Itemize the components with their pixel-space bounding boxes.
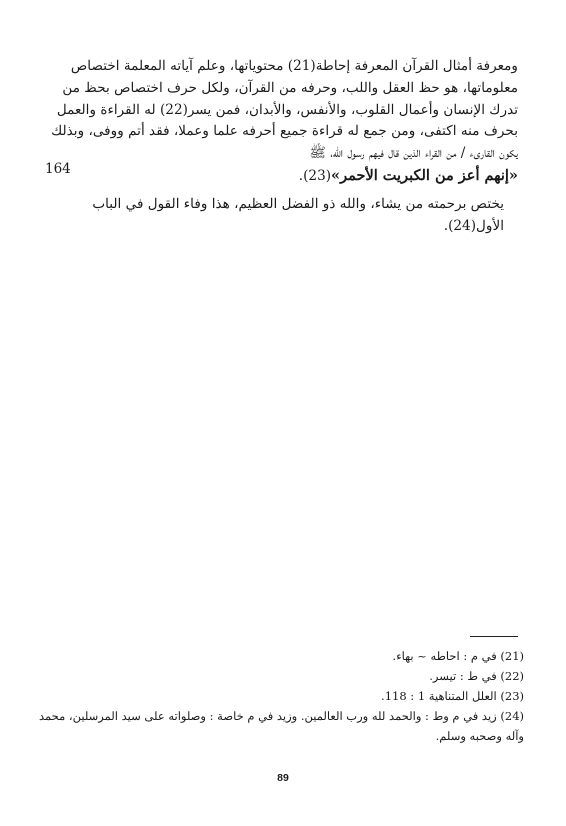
hadith-quote: «إنهم أعز من الكبريت الأحمر» <box>331 166 518 184</box>
paragraph-1 <box>44 56 518 188</box>
footnote-number: (21) <box>500 649 524 663</box>
paragraph-2 <box>44 194 518 238</box>
footnote-ref-23: (23). <box>298 167 332 184</box>
text-line <box>44 165 518 188</box>
text-line: ومعرفة أمثال القرآن المعرفة إحاطة(21) محتوياتها، وعلم آياته المعلمة اختصاص <box>70 58 518 74</box>
footnote-22 <box>30 666 524 686</box>
footnote-21 <box>30 646 524 666</box>
footnote-23 <box>30 686 524 706</box>
main-text <box>44 56 518 237</box>
text-line: معلوماتها، هو حظ العقل واللب، وحرفه من القرآن، ولكل حرف اختصاص بحظ من <box>62 79 518 96</box>
footnote-24 <box>30 706 524 746</box>
text-line: يختص برحمته من يشاء، والله ذو الفضل العظيم، هذا وفاء القول في الباب <box>92 195 504 212</box>
footnote-separator <box>470 636 518 637</box>
text-line: تدرك الإنسان وأعمال القلوب، والأنفس، والأبدان، فمن يسر(22) له القراءة والعمل <box>56 101 518 118</box>
text-line: يكون القارىء / من القراء الذين قال فيهم رسول الله، ﷺ <box>309 145 518 162</box>
footnotes <box>30 646 524 746</box>
footnote-number: (23) <box>500 689 524 703</box>
margin-folio-number: 164 <box>45 161 71 177</box>
footnote-number: (24) <box>500 709 524 723</box>
text-line: بحرف منه اكتفى، ومن جمع له قراءة جميع أحرفه علما وعملا، فقد أتم ووفى، وبذلك <box>51 123 518 140</box>
footnote-text: في م : احاطه ~ بهاء. <box>392 649 497 663</box>
footnote-text: زيد في م وط : والحمد لله ورب العالمين. وزيد في م خاصة : وصلواته على سيد المرسلين، محمد وآله وصحبه وسلم. <box>38 709 524 743</box>
page-number: 89 <box>277 772 289 784</box>
footnote-number: (22) <box>500 669 524 683</box>
footnote-text: العلل المتناهية 1 : 118. <box>381 689 497 703</box>
text-line: الأول(24). <box>443 217 504 234</box>
footnote-text: في ط : تيسر. <box>429 669 497 683</box>
